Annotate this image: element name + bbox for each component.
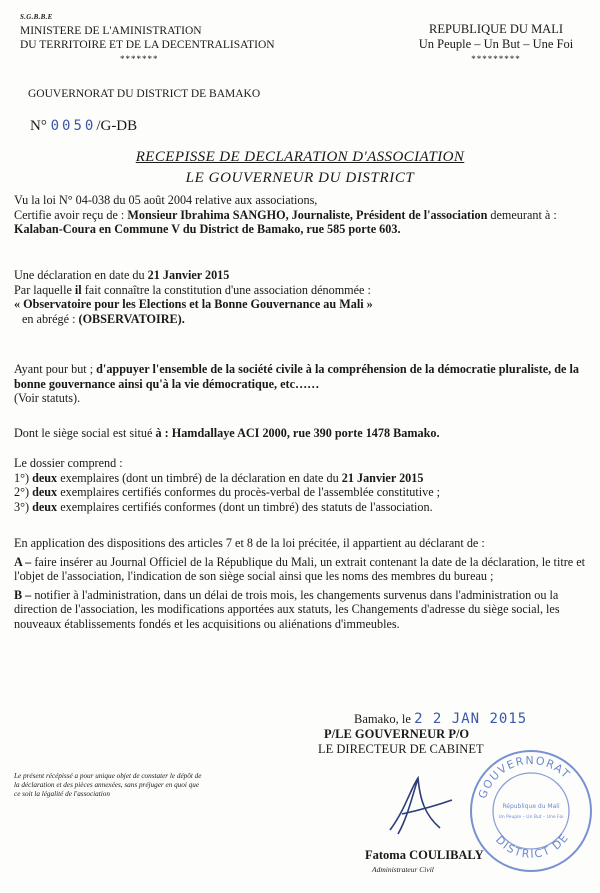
purpose-text: d'appuyer l'ensemble de la société civile à la compréhension de la démocratie pluraliste, de la bonne gouvernance ainsi qu'à la vie démocratique, etc…… bbox=[14, 362, 579, 391]
constitution-line bbox=[14, 283, 596, 298]
item-2-text: exemplaires certifiés conformes du procès-verbal de l'assemblée constitutive ; bbox=[60, 485, 441, 500]
republic-motto: Un Peuple – Un But – Une Foi bbox=[418, 37, 574, 51]
date-stamp: 2 2 JAN 2015 bbox=[414, 711, 528, 727]
svg-text:GOUVERNORAT bbox=[476, 754, 573, 800]
governorate-line: GOUVERNORAT DU DISTRICT DE BAMAKO bbox=[28, 88, 261, 100]
certify-line bbox=[14, 208, 596, 237]
see-statutes: (Voir statuts). bbox=[14, 391, 81, 406]
obligation-a bbox=[14, 555, 596, 584]
paragraph-obligations bbox=[14, 536, 596, 632]
handwritten-signature-icon bbox=[380, 770, 460, 840]
item-2-count: deux bbox=[32, 485, 58, 500]
declarant-address: Kalaban-Coura en Commune V du District de Bamako, rue 585 porte 603. bbox=[14, 222, 401, 237]
number-stamp: 0050 bbox=[50, 118, 97, 134]
declaration-prefix: Une déclaration en date du bbox=[14, 268, 145, 282]
obligations-intro: En application des dispositions des articles 7 et 8 de la loi précitée, il appartient au déclarant de : bbox=[14, 536, 485, 550]
ministry-header bbox=[20, 10, 320, 66]
item-3-number: 3°) bbox=[14, 499, 30, 514]
document-subtitle: LE GOUVERNEUR DU DISTRICT bbox=[185, 170, 415, 186]
abbreviation: (OBSERVATOIRE). bbox=[78, 311, 185, 326]
seat-address: Hamdallaye ACI 2000, rue 390 porte 1478 Bamako. bbox=[171, 426, 440, 440]
purpose-prefix: Ayant pour but ; bbox=[14, 362, 94, 376]
item-1-date: 21 Janvier 2015 bbox=[341, 470, 424, 485]
residing-text: demeurant à : bbox=[490, 207, 557, 222]
reference-number bbox=[30, 118, 137, 135]
number-suffix: /G-DB bbox=[96, 118, 138, 134]
seal-top-text: GOUVERNORAT bbox=[475, 753, 574, 801]
obligation-b bbox=[14, 588, 596, 632]
declarant-name: Monsieur Ibrahima SANGHO, Journaliste, Président de l'association bbox=[127, 207, 488, 222]
paragraph-association bbox=[14, 268, 596, 326]
place-date-line bbox=[318, 712, 588, 727]
declaration-date: 21 Janvier 2015 bbox=[147, 268, 230, 282]
abbreviation-line bbox=[14, 312, 596, 327]
item-1-number: 1°) bbox=[14, 470, 30, 485]
item-1-text: exemplaires (dont un timbré) de la déclaration en date du bbox=[60, 470, 339, 485]
number-prefix: N° bbox=[30, 118, 47, 134]
paragraph-seat bbox=[14, 426, 596, 441]
law-reference: Vu la loi N° 04-038 du 05 août 2004 relative aux associations, bbox=[14, 193, 318, 207]
item-3-count: deux bbox=[32, 499, 58, 514]
seat-a: à : bbox=[155, 426, 169, 440]
constitution-a: Par laquelle bbox=[14, 282, 72, 297]
obligation-b-text: notifier à l'administration, dans un délai de trois mois, les changements survenus dans l'administration ou la direction de l'association, les modifications apportées aux statuts, les Changements d'adresse du siège social, les nouveaux établissements fondés et les acquisitions ou aliénations d'immeubles. bbox=[14, 587, 560, 631]
paragraph-declarant bbox=[14, 193, 596, 237]
purpose-line bbox=[14, 362, 596, 391]
seal-bottom-text: DISTRICT DE bbox=[492, 830, 572, 861]
abbreviation-prefix: en abrégé : bbox=[22, 311, 76, 326]
declaration-date-line bbox=[14, 268, 596, 283]
ministry-stars: ******* bbox=[120, 54, 159, 64]
signature-place: Bamako, le bbox=[354, 712, 411, 726]
dossier-item-2 bbox=[14, 485, 596, 500]
dossier-intro: Le dossier comprend : bbox=[14, 456, 123, 470]
for-governor: P/LE GOUVERNEUR P/O bbox=[324, 727, 470, 741]
document-title: RECEPISSE DE DECLARATION D'ASSOCIATION bbox=[135, 149, 465, 165]
republic-header bbox=[396, 22, 596, 67]
seat-prefix: Dont le siège social est situé bbox=[14, 426, 153, 440]
ministry-line-2: DU TERRITOIRE ET DE LA DECENTRALISATION bbox=[20, 39, 275, 51]
dossier-item-1 bbox=[14, 471, 596, 486]
dossier-item-3 bbox=[14, 500, 596, 515]
director-title: LE DIRECTEUR DE CABINET bbox=[318, 742, 484, 756]
association-name bbox=[14, 297, 596, 312]
paragraph-dossier bbox=[14, 456, 596, 514]
header-small-caption: S.G.B.B.E bbox=[20, 13, 53, 21]
seal-center-text: République du Mali bbox=[502, 803, 560, 810]
paragraph-purpose bbox=[14, 362, 596, 406]
republic-stars: ********* bbox=[471, 54, 521, 64]
obligation-a-label: A – bbox=[14, 554, 32, 569]
republic-name: REPUBLIQUE DU MALI bbox=[428, 22, 564, 36]
item-1-count: deux bbox=[32, 470, 58, 485]
item-3-text: exemplaires certifiés conformes (dont un timbré) des statuts de l'association. bbox=[60, 499, 433, 514]
ministry-line-1: MINISTERE DE L'AMINISTRATION bbox=[20, 25, 202, 37]
association-name-text: « Observatoire pour les Elections et la Bonne Gouvernance au Mali » bbox=[14, 297, 373, 312]
constitution-il: il bbox=[74, 282, 82, 297]
legal-footnote: Le présent récépissé a pour unique objet de constater le dépôt de la déclaration et des pièces annexées, sans préjuger en quoi que ce soit la légalité de l'association bbox=[14, 772, 202, 798]
signatory-role: Administrateur Civil bbox=[372, 865, 434, 874]
obligation-b-label: B – bbox=[14, 587, 32, 602]
official-seal-icon bbox=[466, 746, 596, 876]
signatory-name: Fatoma COULIBALY bbox=[365, 848, 484, 862]
svg-text:DISTRICT DE bbox=[493, 831, 572, 861]
certify-text: Certifie avoir reçu de : bbox=[14, 207, 125, 222]
constitution-b: fait connaître la constitution d'une association dénommée : bbox=[84, 282, 371, 297]
seal-motto-text: Un Peuple – Un But – Une Foi bbox=[498, 815, 564, 820]
item-2-number: 2°) bbox=[14, 485, 30, 500]
obligation-a-text: faire insérer au Journal Officiel de la République du Mali, un extrait contenant la date de la déclaration, le titre et l'objet de l'association, l'indication de son siège social ainsi que les noms des membres du bureau ; bbox=[14, 554, 586, 584]
